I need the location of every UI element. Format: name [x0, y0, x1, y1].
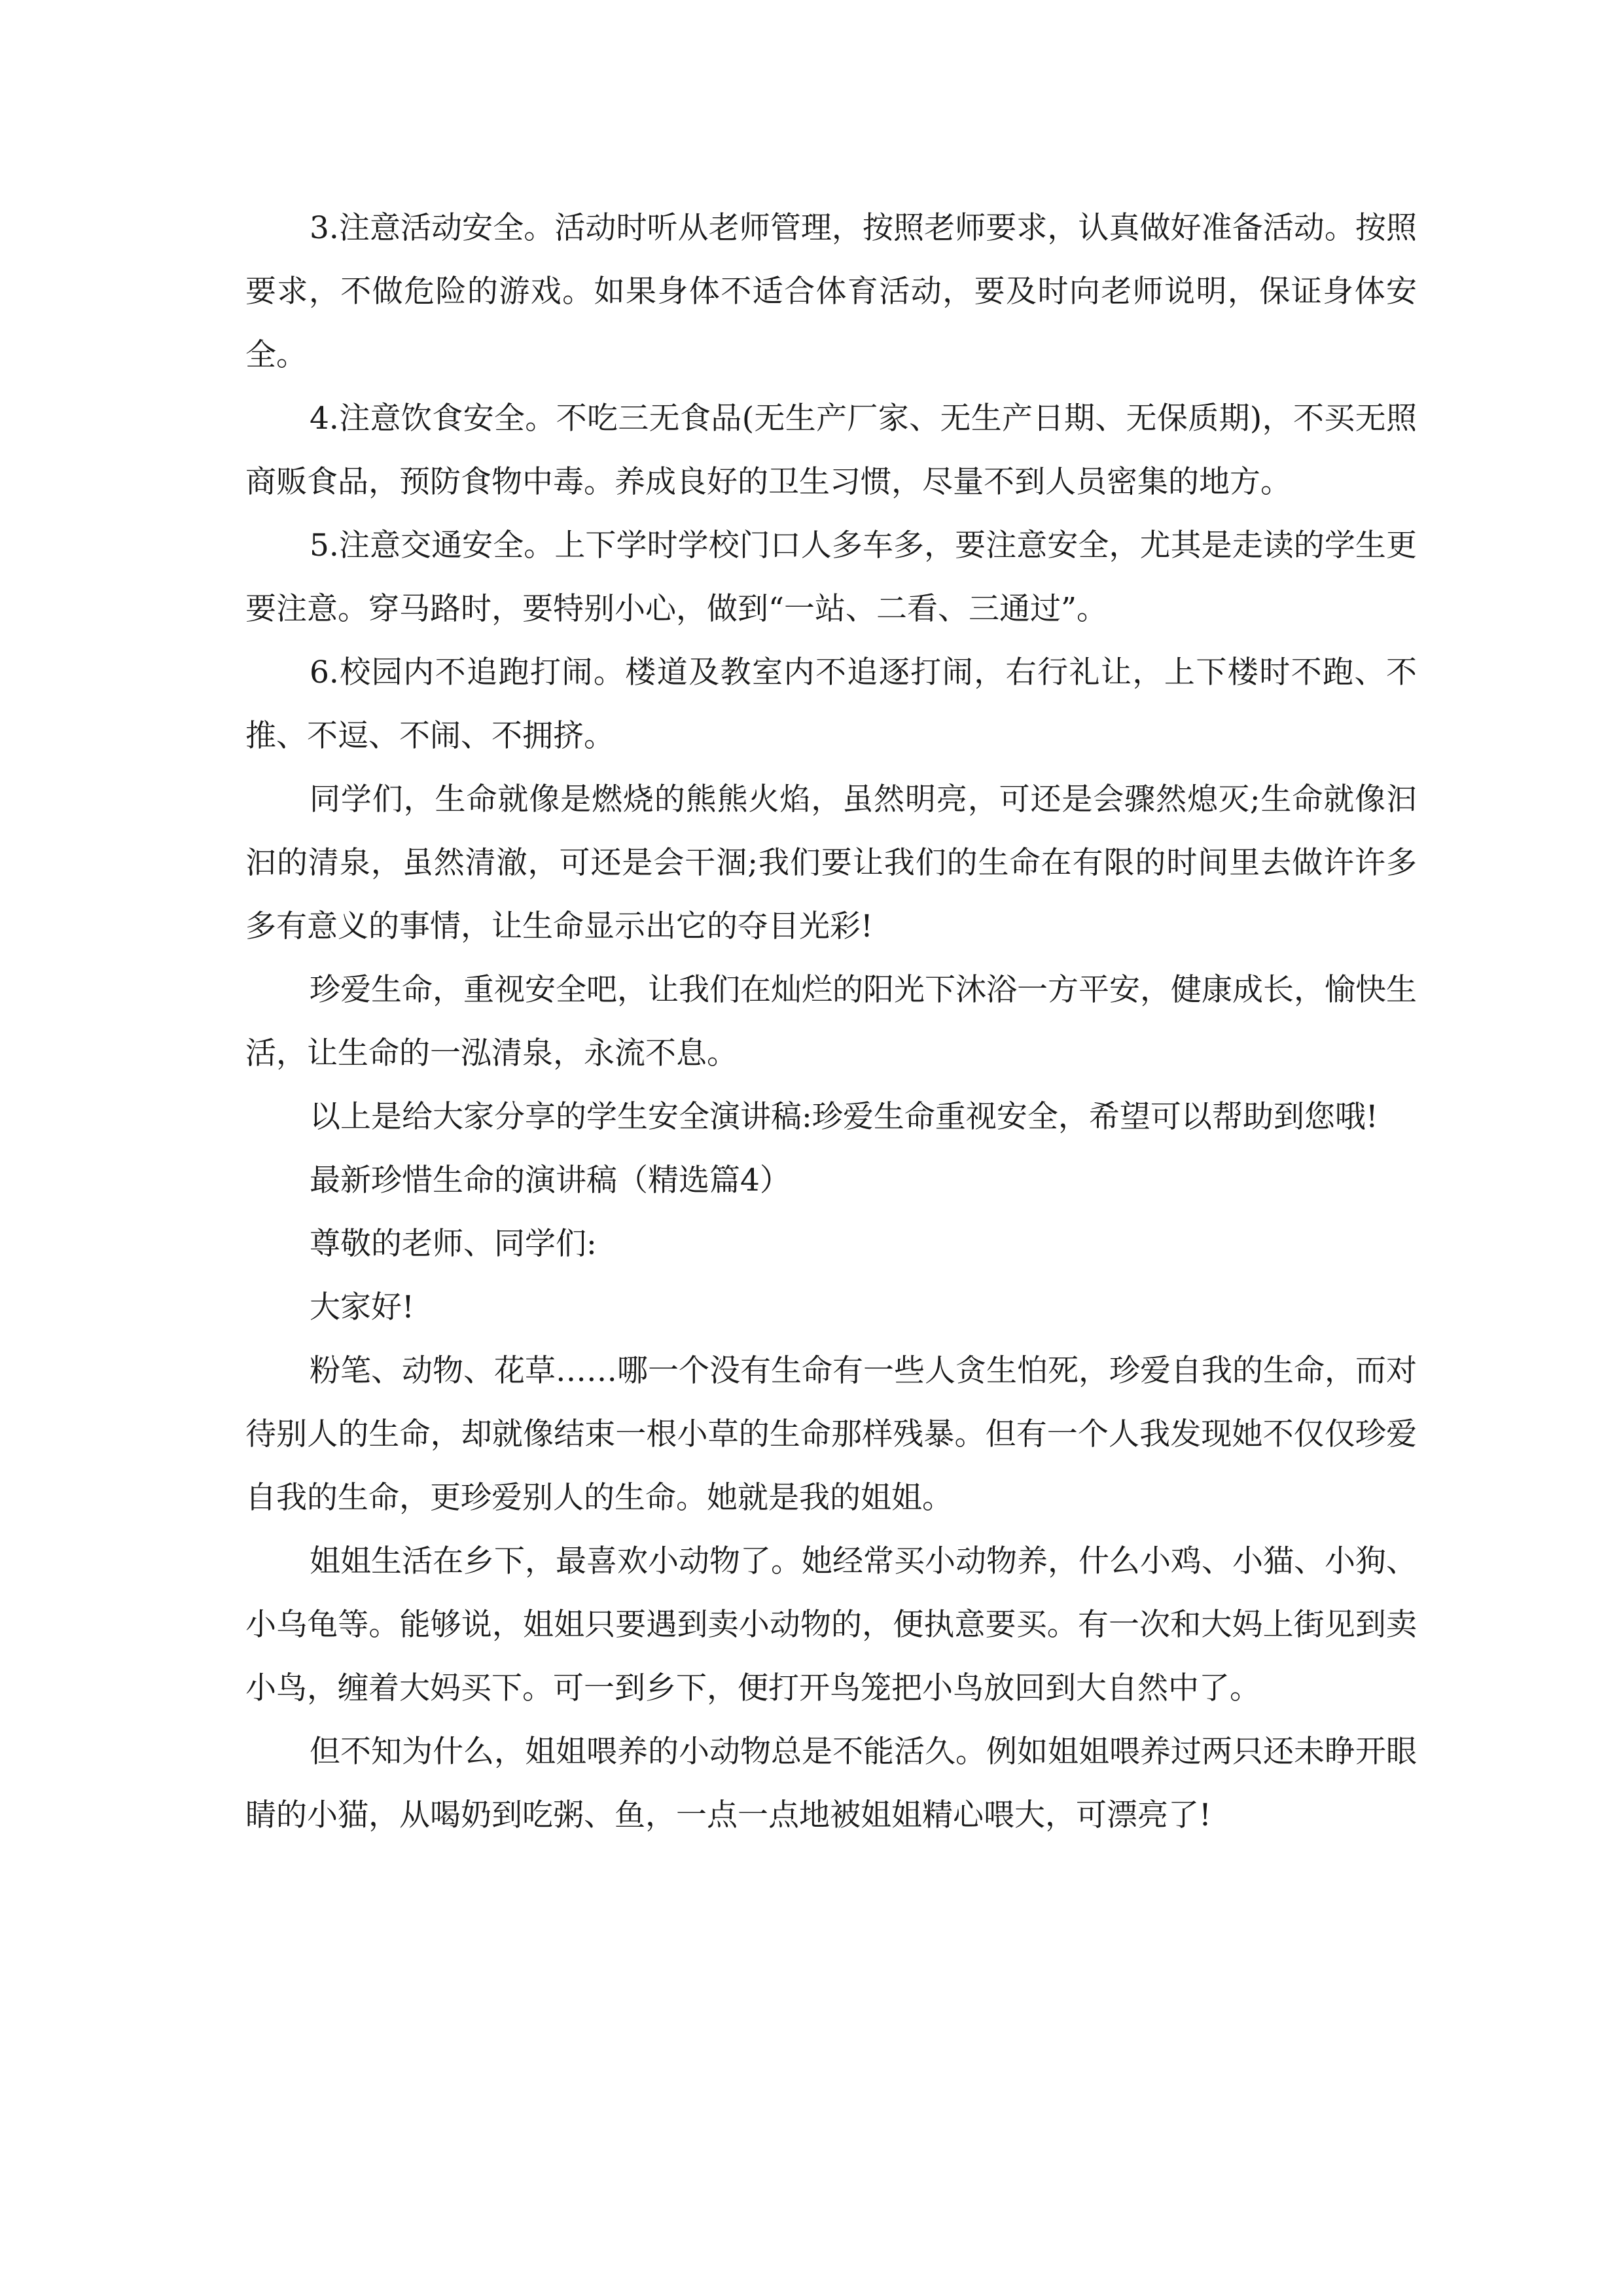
paragraph-activity-safety: 3.注意活动安全。活动时听从老师管理，按照老师要求，认真做好准备活动。按照要求，不做危险的游戏。如果身体不适合体育活动，要及时向老师说明，保证身体安全。 [245, 210, 1417, 373]
paragraph-cherish-life: 珍爱生命，重视安全吧，让我们在灿烂的阳光下沐浴一方平安，健康成长，愉快生活，让生命的一泓清泉，永流不息。 [245, 972, 1417, 1071]
paragraph-life-metaphor: 同学们，生命就像是燃烧的熊熊火焰，虽然明亮，可还是会骤然熄灭;生命就像汩汩的清泉，虽然清澈，可还是会干涸;我们要让我们的生命在有限的时间里去做许许多多有意义的事情，让生命显示出它的夺目光彩! [245, 781, 1417, 944]
paragraph-closing: 以上是给大家分享的学生安全演讲稿:珍爱生命重视安全，希望可以帮助到您哦! [310, 1099, 1378, 1135]
paragraph-traffic-safety: 5.注意交通安全。上下学时学校门口人多车多，要注意安全，尤其是走读的学生更要注意。穿马路时，要特别小心，做到“一站、二看、三通过”。 [245, 528, 1417, 627]
document-body [245, 196, 1417, 1847]
greeting: 大家好! [310, 1289, 414, 1325]
salutation: 尊敬的老师、同学们: [310, 1226, 597, 1262]
paragraph-intro: 粉笔、动物、花草……哪一个没有生命有一些人贪生怕死，珍爱自我的生命，而对待别人的生命，却就像结束一根小草的生命那样残暴。但有一个人我发现她不仅仅珍爱自我的生命，更珍爱别人的生命。她就是我的姐姐。 [245, 1353, 1417, 1516]
paragraph-campus-safety: 6.校园内不追跑打闹。楼道及教室内不追逐打闹，右行礼让，上下楼时不跑、不推、不逗、不闹、不拥挤。 [245, 655, 1417, 754]
paragraph-food-safety: 4.注意饮食安全。不吃三无食品(无生产厂家、无生产日期、无保质期)，不买无照商贩食品，预防食物中毒。养成良好的卫生习惯，尽量不到人员密集的地方。 [245, 401, 1417, 500]
paragraph-sister-animals: 姐姐生活在乡下，最喜欢小动物了。她经常买小动物养，什么小鸡、小猫、小狗、小乌龟等。能够说，姐姐只要遇到卖小动物的，便执意要买。有一次和大妈上街见到卖小鸟，缠着大妈买下。可一到乡下，便打开鸟笼把小鸟放回到大自然中了。 [245, 1543, 1417, 1706]
paragraph-kittens: 但不知为什么，姐姐喂养的小动物总是不能活久。例如姐姐喂养过两只还未睁开眼睛的小猫，从喝奶到吃粥、鱼，一点一点地被姐姐精心喂大，可漂亮了! [245, 1734, 1417, 1833]
section-heading: 最新珍惜生命的演讲稿（精选篇4） [310, 1162, 791, 1198]
